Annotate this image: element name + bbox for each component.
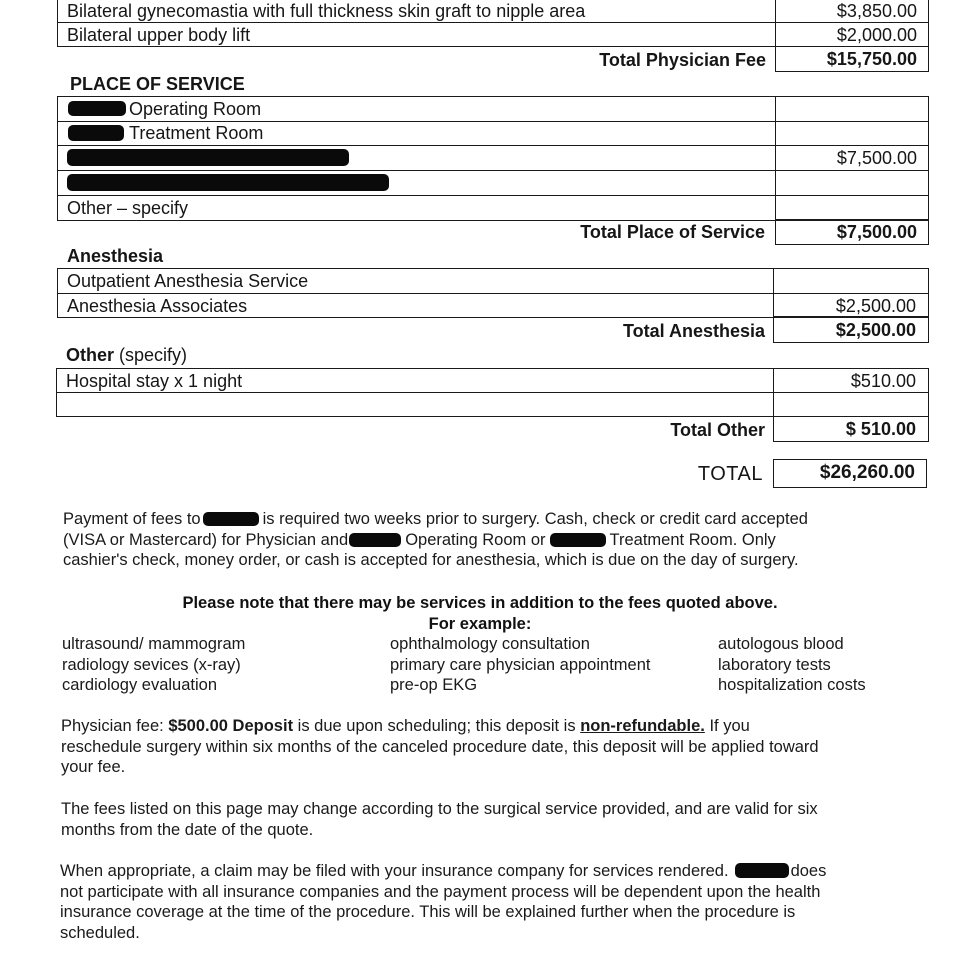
examples-column-3: [718, 634, 866, 696]
anesthesia-row-desc: Anesthesia Associates: [67, 296, 248, 316]
pos-table-divider: [775, 96, 776, 221]
other-row-divider: [56, 392, 929, 393]
deposit-text: If you: [709, 717, 750, 735]
fees-text: The fees listed on this page may change according to the surgical service provided, and are valid for six: [61, 800, 818, 818]
insurance-text: insurance coverage at the time of the procedure. This will be explained further when the procedure is: [60, 903, 796, 921]
example-item: radiology sevices (x-ray): [62, 655, 241, 674]
example-item: cardiology evaluation: [62, 676, 218, 694]
insurance-text: not participate with all insurance companies and the payment process will be dependent upon the health: [60, 882, 821, 901]
other-row-desc: Hospital stay x 1 night: [66, 371, 243, 391]
insurance-text: When appropriate, a claim may be filed with your insurance company for services rendered.: [60, 862, 729, 880]
pos-row-divider: [57, 170, 929, 171]
total-physician-fee-value: $15,750.00: [826, 49, 917, 69]
example-item: pre-op EKG: [390, 676, 478, 694]
physician-table-divider: [775, 0, 776, 47]
anesthesia-heading: Anesthesia: [67, 246, 164, 266]
redaction-mark: [67, 149, 349, 166]
redaction-mark: [68, 125, 124, 141]
total-place-of-service-value: $7,500.00: [836, 222, 917, 242]
example-item: ultrasound/ mammogram: [62, 635, 246, 653]
insurance-paragraph: [60, 861, 940, 943]
total-other-value: $ 510.00: [845, 419, 916, 439]
insurance-text: does: [790, 862, 827, 880]
place-of-service-heading: PLACE OF SERVICE: [70, 74, 245, 94]
for-example-label: For example:: [428, 615, 532, 633]
deposit-text: Physician fee:: [61, 717, 164, 735]
physician-row-amount: $2,000.00: [836, 25, 917, 45]
examples-column-1: [62, 634, 245, 696]
payment-text: Operating Room or: [405, 530, 546, 549]
fees-text: months from the date of the quote.: [61, 820, 314, 839]
physician-row-desc: Bilateral gynecomastia with full thickness skin graft to nipple area: [67, 1, 586, 21]
pos-row-divider: [57, 145, 929, 146]
physician-row-desc: Bilateral upper body lift: [67, 25, 251, 45]
services-notice: Please note that there may be services in addition to the fees quoted above.: [182, 594, 778, 612]
redaction-mark: [68, 101, 126, 116]
fees-validity-paragraph: [61, 799, 931, 840]
example-item: autologous blood: [718, 635, 844, 653]
payment-text: (VISA or Mastercard) for Physician and: [63, 530, 349, 549]
redaction-mark: [550, 533, 606, 547]
other-heading-suffix: (specify): [119, 345, 188, 365]
example-item: laboratory tests: [718, 655, 831, 674]
deposit-paragraph: [61, 716, 931, 778]
anesthesia-row-amount: $2,500.00: [835, 296, 916, 316]
pos-row-desc: Other – specify: [67, 198, 189, 218]
payment-text: cashier's check, money order, or cash is accepted for anesthesia, which is due on the day of surgery.: [63, 551, 799, 569]
payment-text: is required two weeks prior to surgery. Cash, check or credit card accepted: [262, 510, 808, 528]
anesthesia-row-desc: Outpatient Anesthesia Service: [67, 271, 309, 291]
non-refundable-note: non-refundable.: [580, 717, 705, 735]
payment-paragraph: [63, 509, 923, 571]
pos-row-desc: Treatment Room: [129, 123, 264, 143]
total-physician-fee-label: Total Physician Fee: [599, 50, 766, 70]
redaction-mark: [67, 174, 389, 191]
physician-row-divider: [57, 22, 929, 23]
anesthesia-row-divider: [57, 293, 929, 294]
example-item: primary care physician appointment: [390, 655, 651, 674]
deposit-text: reschedule surgery within six months of the canceled procedure date, this deposit will be applied toward: [61, 737, 819, 756]
physician-row-amount: $3,850.00: [836, 1, 917, 21]
total-other-label: Total Other: [670, 420, 765, 440]
pos-row-divider: [57, 195, 929, 196]
other-heading-label: Other: [66, 345, 115, 365]
total-anesthesia-label: Total Anesthesia: [622, 321, 765, 341]
example-item: ophthalmology consultation: [390, 635, 590, 653]
deposit-text: is due upon scheduling; this deposit is: [297, 717, 576, 735]
other-heading: [66, 344, 187, 366]
deposit-text: your fee.: [61, 758, 126, 776]
pos-row-desc: Operating Room: [129, 99, 262, 119]
pos-row-amount: $7,500.00: [836, 148, 917, 168]
example-item: hospitalization costs: [718, 676, 866, 694]
total-place-of-service-label: Total Place of Service: [580, 222, 765, 242]
payment-text: Payment of fees to: [63, 510, 201, 528]
grand-total-value: $26,260.00: [819, 462, 915, 483]
grand-total-label: TOTAL: [697, 463, 763, 485]
examples-column-2: [390, 634, 650, 696]
total-anesthesia-value: $2,500.00: [835, 320, 916, 340]
insurance-text: scheduled.: [60, 923, 140, 942]
redaction-mark: [349, 533, 401, 547]
redaction-mark: [735, 863, 789, 878]
other-row-amount: $510.00: [850, 371, 916, 391]
redaction-mark: [203, 512, 259, 526]
deposit-amount: $500.00 Deposit: [168, 717, 294, 735]
payment-text: Treatment Room. Only: [609, 530, 776, 549]
